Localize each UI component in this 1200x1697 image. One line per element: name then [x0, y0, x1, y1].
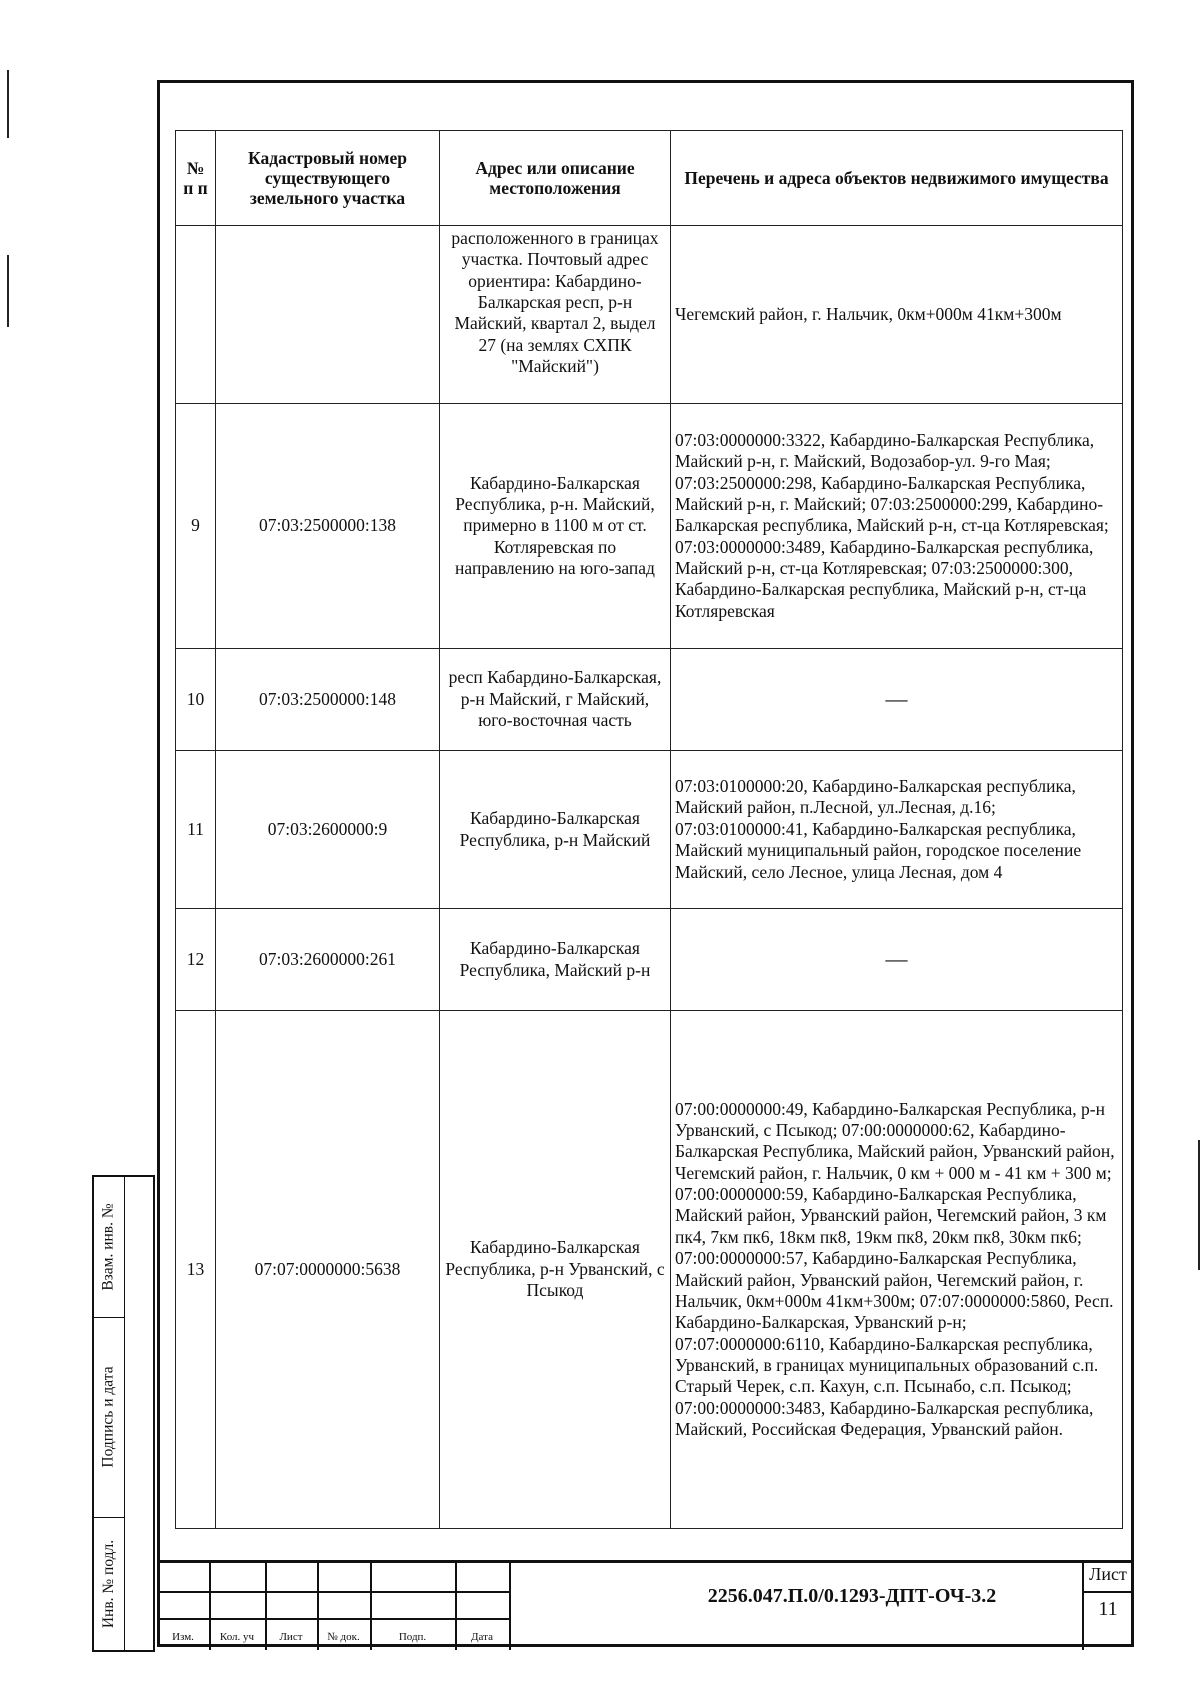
row-num: 9 [176, 404, 216, 649]
header-objects: Перечень и адреса объектов недвижимого имущества [671, 131, 1123, 226]
row-address: Кабардино-Балкарская Республика, р-н Майский [440, 751, 671, 909]
tb-label-list: Лист [279, 1631, 303, 1643]
side-cell-podpis [94, 1317, 124, 1518]
row-objects: 07:03:0000000:3322, Кабардино-Балкарская Республика, Майский р-н, г. Майский, Водозабор-ул. 9-го Мая; 07:03:2500000:298, Кабардино-Балкарская Республика, Майский р-н, г. Майский; 07:03:2500000:299, Кабардино-Балкарская республика, Майский р-н, ст-ца Котляревская; 07:03:0000000:3489, Кабардино-Балкарская республика, Майский р-н, ст-ца Котляревская; 07:03:2500000:300, Кабардино-Балкарская республика, Майский р-н, ст-ца Котляревская [671, 404, 1123, 649]
side-divider [124, 1177, 125, 1650]
table-row [176, 226, 1123, 404]
row-address: расположенного в границах участка. Почтовый адрес ориентира: Кабардино-Балкарская респ, р-н Майский, квартал 2, выдел 27 (на землях СХПК "Майский") [440, 226, 671, 404]
side-cell-vzam [94, 1177, 124, 1318]
table-row [176, 1011, 1123, 1529]
land-plots-table [175, 130, 1123, 1529]
table-row [176, 649, 1123, 751]
tb-label-n-dok: № док. [327, 1631, 360, 1643]
row-objects: — [671, 909, 1123, 1011]
row-objects: 07:03:0100000:20, Кабардино-Балкарская республика, Майский район, п.Лесной, ул.Лесная, д.16; 07:03:0100000:41, Кабардино-Балкарская республика, Майский муниципальный район, городское поселение Майский, село Лесное, улица Лесная, дом 4 [671, 751, 1123, 909]
tb-label-izm: Изм. [172, 1631, 194, 1643]
header-address: Адрес или описание местоположения [440, 131, 671, 226]
row-num [176, 226, 216, 404]
tb-label-data: Дата [471, 1631, 493, 1643]
side-stamp [92, 1175, 155, 1652]
row-objects: Чегемский район, г. Нальчик, 0км+000м 41км+300м [671, 226, 1123, 404]
scan-mark [7, 70, 9, 138]
row-cadastral: 07:03:2600000:261 [216, 909, 440, 1011]
table-row [176, 404, 1123, 649]
table-header-row [176, 131, 1123, 226]
row-num: 11 [176, 751, 216, 909]
scan-mark [7, 255, 9, 327]
sheet-label: Лист [1089, 1564, 1127, 1584]
table-row [176, 909, 1123, 1011]
document-code: 2256.047.П.0/0.1293-ДПТ-ОЧ-3.2 [707, 1585, 997, 1607]
side-label-podpis: Подпись и дата [100, 1366, 117, 1468]
row-cadastral: 07:03:2500000:138 [216, 404, 440, 649]
header-num: № п п [176, 131, 216, 226]
row-cadastral: 07:07:0000000:5638 [216, 1011, 440, 1529]
row-address: Кабардино-Балкарская Республика, р-н Урванский, с Псыкод [440, 1011, 671, 1529]
table-row [176, 751, 1123, 909]
tb-grid-line [1082, 1591, 1134, 1593]
row-num: 13 [176, 1011, 216, 1529]
title-block [157, 1560, 1134, 1650]
row-cadastral: 07:03:2500000:148 [216, 649, 440, 751]
row-num: 12 [176, 909, 216, 1011]
tb-label-podp: Подп. [398, 1631, 427, 1643]
row-cadastral: 07:03:2600000:9 [216, 751, 440, 909]
header-cadastral: Кадастровый номер существующего земельного участка [216, 131, 440, 226]
row-address: респ Кабардино-Балкарская, р-н Майский, г Майский, юго-восточная часть [440, 649, 671, 751]
row-num: 10 [176, 649, 216, 751]
sheet-number: 11 [1098, 1598, 1118, 1620]
side-label-vzam: Взам. инв. № [100, 1203, 118, 1291]
tb-label-kol-uch: Кол. уч [219, 1631, 255, 1643]
tb-grid-line [509, 1563, 511, 1650]
row-cadastral [216, 226, 440, 404]
side-label-inv: Инв. № подл. [100, 1539, 118, 1628]
row-objects: — [671, 649, 1123, 751]
row-address: Кабардино-Балкарская Республика, Майский р-н [440, 909, 671, 1011]
side-cell-inv [94, 1517, 124, 1650]
row-address: Кабардино-Балкарская Республика, р-н. Майский, примерно в 1100 м от ст. Котляревская по направлению на юго-запад [440, 404, 671, 649]
row-objects: 07:00:0000000:49, Кабардино-Балкарская Республика, р-н Урванский, с Псыкод; 07:00:0000000:62, Кабардино-Балкарская Республика, Майский район, Урванский район, Чегемский район, г. Нальчик, 0 км + 000 м - 41 км + 300 м; 07:00:0000000:59, Кабардино-Балкарская Республика, Майский район, Урванский район, Чегемский район, 3 км пк4, 7км пк6, 18км пк8, 19км пк8, 20км пк8, 30км пк6; 07:00:0000000:57, Кабардино-Балкарская Республика, Майский район, Урванский район, Чегемский район, г. Нальчик, 0км+000м 41км+300м; 07:07:0000000:5860, Респ. Кабардино-Балкарская, Урванский р-н; 07:07:0000000:6110, Кабардино-Балкарская республика, Урванский, в границах муниципальных образований с.п. Старый Черек, с.п. Кахун, с.п. Псынабо, с.п. Псыкод; 07:00:0000000:3483, Кабардино-Балкарская республика, Майский, Российская Федерация, Урванский район. [671, 1011, 1123, 1529]
